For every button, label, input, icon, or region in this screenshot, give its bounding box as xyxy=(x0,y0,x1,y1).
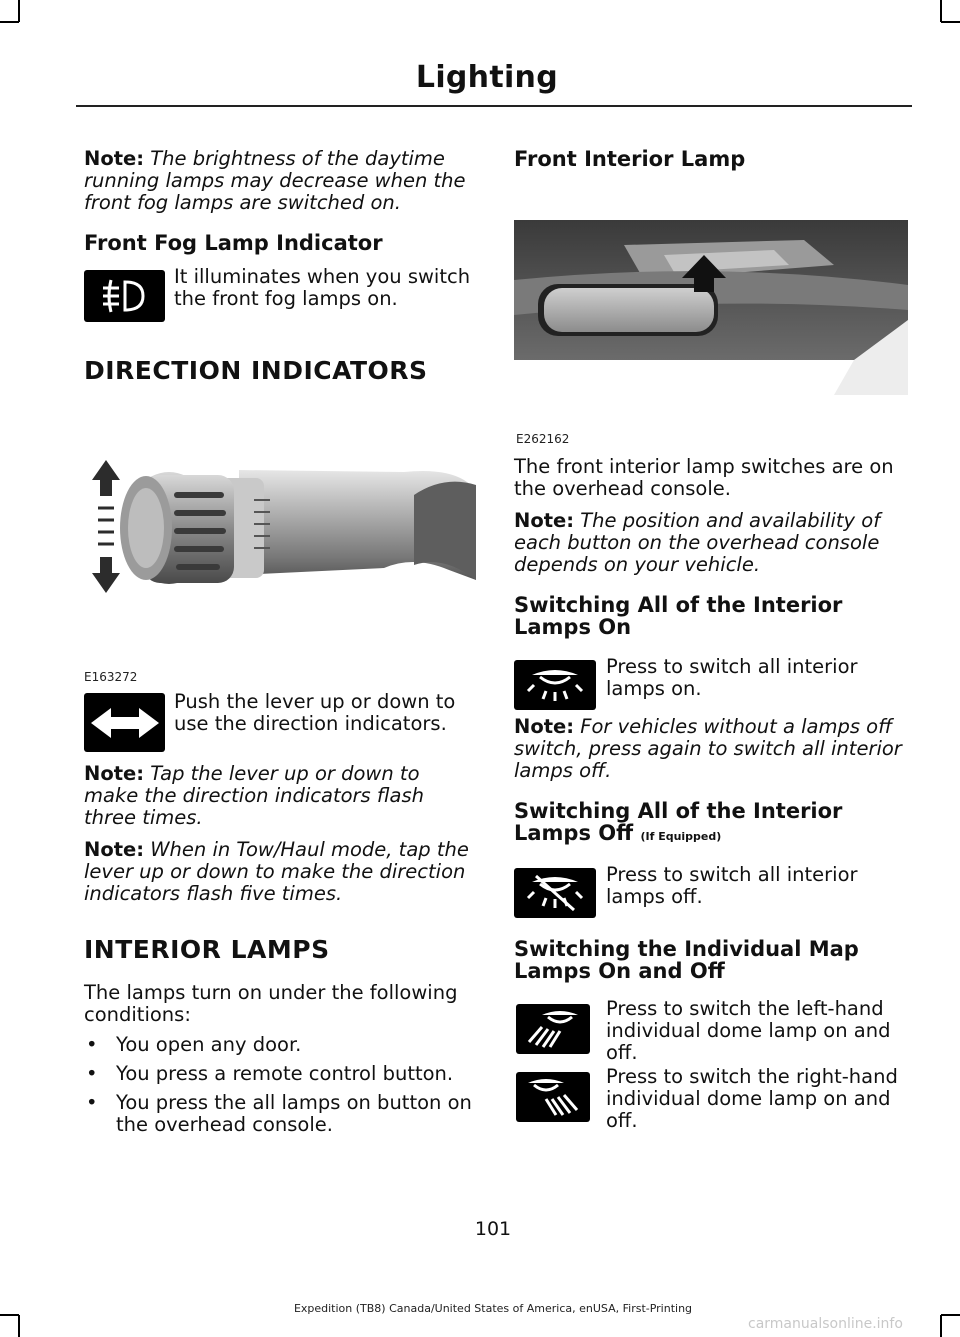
conditions-list xyxy=(84,1034,476,1136)
header-divider xyxy=(76,105,912,107)
left-map-lamp-icon[interactable] xyxy=(516,1004,590,1054)
all-lamps-off-description: Press to switch all interior lamps off. xyxy=(606,863,858,908)
list-item: • You press the all lamps on button on the overhead console. xyxy=(84,1092,476,1136)
interior-lamps-heading: INTERIOR LAMPS xyxy=(84,935,330,964)
crop-mark xyxy=(940,1315,942,1337)
direction-indicators-heading: DIRECTION INDICATORS xyxy=(84,356,428,385)
left-map-lamp-description: Press to switch the left-hand individual dome lamp on and off. xyxy=(606,997,891,1064)
console-figure xyxy=(514,210,908,450)
right-map-lamp-description: Press to switch the right-hand individual dome lamp on and off. xyxy=(606,1065,898,1132)
crop-mark xyxy=(18,1315,20,1337)
console-figure-id: E262162 xyxy=(516,432,570,446)
note-button-availability: Note: The position and availability of each button on the overhead console depends on your vehicle. xyxy=(514,509,881,576)
all-lamps-on-heading: Switching All of the Interior Lamps On xyxy=(514,593,843,639)
note-daytime-lamps: Note: The brightness of the daytime running lamps may decrease when the front fog lamps are switched on. xyxy=(84,147,466,214)
all-lamps-off-row xyxy=(514,862,908,926)
direction-lever-image xyxy=(84,460,476,595)
crop-mark xyxy=(940,0,942,22)
page-number: 101 xyxy=(474,1218,512,1240)
right-map-lamp-icon[interactable] xyxy=(516,1072,590,1122)
direction-indicator-row xyxy=(84,691,476,753)
lever-figure xyxy=(84,445,476,685)
note-tow-haul: Note: When in Tow/Haul mode, tap the lever up or down to make the direction indicators flash five times. xyxy=(84,838,469,905)
left-column xyxy=(84,140,476,1143)
crop-mark xyxy=(941,21,960,23)
list-item: • You press a remote control button. xyxy=(84,1063,476,1085)
watermark: carmanualsonline.info xyxy=(748,1316,903,1332)
fog-lamp-indicator-row xyxy=(84,265,476,338)
page-title: Lighting xyxy=(415,60,558,95)
fog-lamp-heading: Front Fog Lamp Indicator xyxy=(84,231,383,255)
all-lamps-on-icon[interactable] xyxy=(514,660,596,710)
note-lamps-off-switch: Note: For vehicles without a lamps off switch, press again to switch all interior lamps off. xyxy=(514,715,902,782)
left-map-lamp-row xyxy=(514,997,908,1064)
all-lamps-on-description: Press to switch all interior lamps on. xyxy=(606,655,858,700)
lever-description: Push the lever up or down to use the direction indicators. xyxy=(174,690,456,735)
console-description: The front interior lamp switches are on the overhead console. xyxy=(514,455,894,500)
note-flash-three: Note: Tap the lever up or down to make the direction indicators flash three times. xyxy=(84,762,424,829)
all-lamps-off-icon[interactable] xyxy=(514,868,596,918)
interior-intro: The lamps turn on under the following conditions: xyxy=(84,981,458,1026)
front-fog-lamp-icon xyxy=(84,270,165,322)
all-lamps-off-heading: Switching All of the Interior Lamps Off (If Equipped) xyxy=(514,799,843,845)
map-lamps-heading: Switching the Individual Map Lamps On and Off xyxy=(514,937,859,983)
crop-mark xyxy=(18,0,20,22)
document-footer: Expedition (TB8) Canada/United States of America, enUSA, First-Printing xyxy=(293,1302,693,1315)
turn-signal-arrows-icon xyxy=(84,693,165,752)
right-map-lamp-row xyxy=(514,1065,908,1132)
overhead-console-image xyxy=(514,220,908,395)
all-lamps-on-row xyxy=(514,654,908,716)
list-item: • You open any door. xyxy=(84,1034,476,1056)
crop-mark xyxy=(0,21,19,23)
right-column xyxy=(514,140,908,1130)
fog-lamp-description: It illuminates when you switch the front fog lamps on. xyxy=(174,265,471,310)
lever-figure-id: E163272 xyxy=(84,670,138,684)
front-interior-lamp-heading: Front Interior Lamp xyxy=(514,147,746,171)
